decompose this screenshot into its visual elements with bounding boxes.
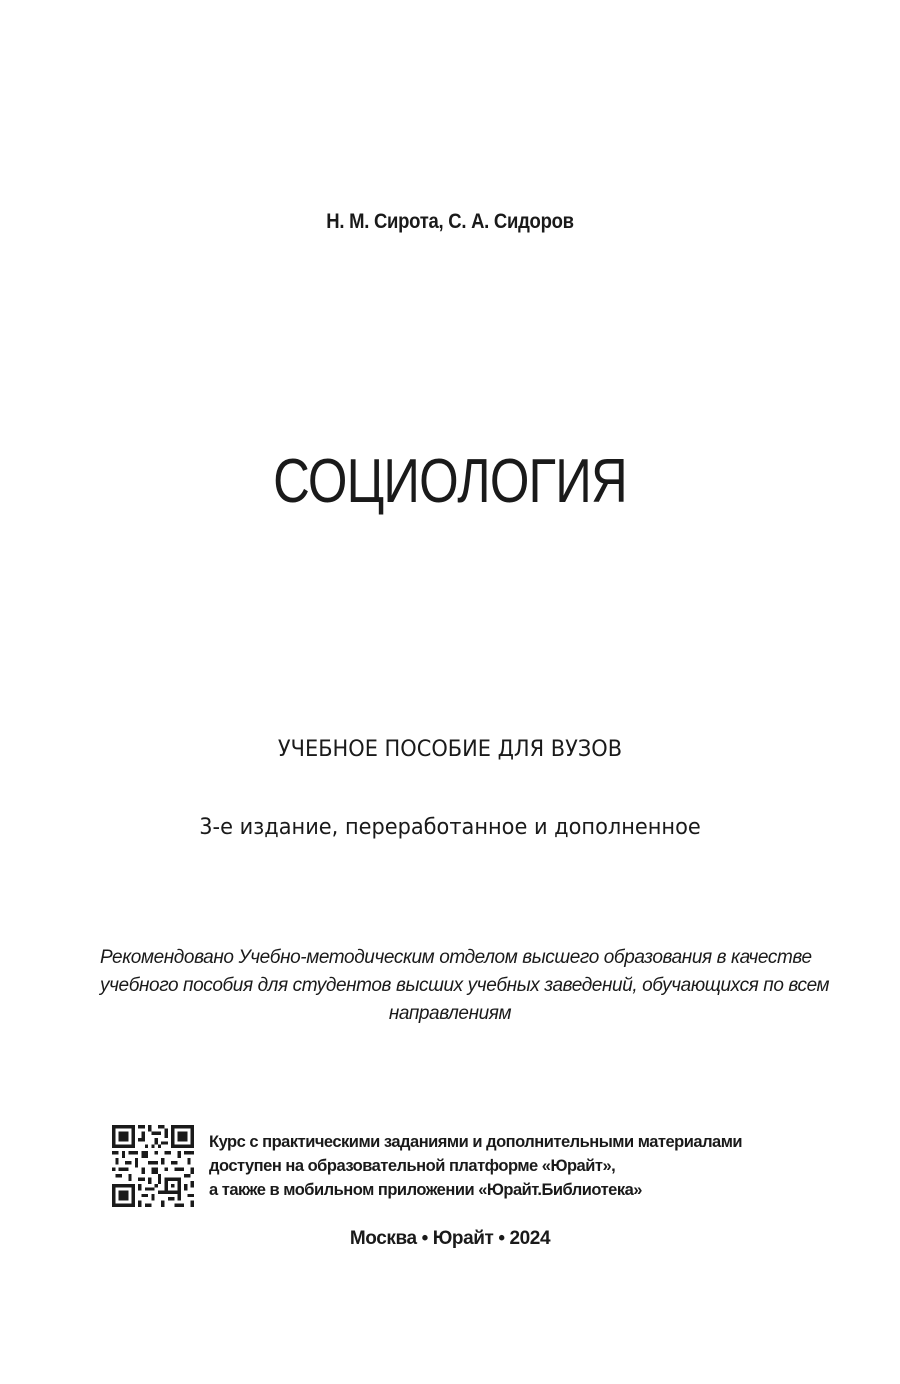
- subtitle: УЧЕБНОЕ ПОСОБИЕ ДЛЯ ВУЗОВ: [277, 737, 623, 762]
- imprint: Москва • Юрайт • 2024: [349, 1228, 551, 1249]
- course-note: [209, 1130, 809, 1202]
- book-title: СОЦИОЛОГИЯ: [273, 447, 627, 516]
- course-note-line-2: доступен на образовательной платформе «Юрайт»,: [209, 1157, 616, 1175]
- course-note-line-3: а также в мобильном приложении «Юрайт.Библиотека»: [209, 1181, 642, 1199]
- edition-info: 3-е издание, переработанное и дополненное: [199, 815, 701, 840]
- qr-code-icon: [112, 1125, 194, 1207]
- recommendation-line-1: Рекомендовано Учебно-методическим отделом высшего образования в качестве: [100, 947, 812, 968]
- recommendation-line-3: направлениям: [388, 1003, 512, 1024]
- recommendation-line-2: учебного пособия для студентов высших учебных заведений, обучающихся по всем: [100, 975, 830, 996]
- course-note-line-1: Курс с практическими заданиями и дополнительными материалами: [209, 1133, 743, 1151]
- authors: Н. М. Сирота, С. А. Сидоров: [326, 210, 574, 233]
- recommendation: [100, 944, 830, 1028]
